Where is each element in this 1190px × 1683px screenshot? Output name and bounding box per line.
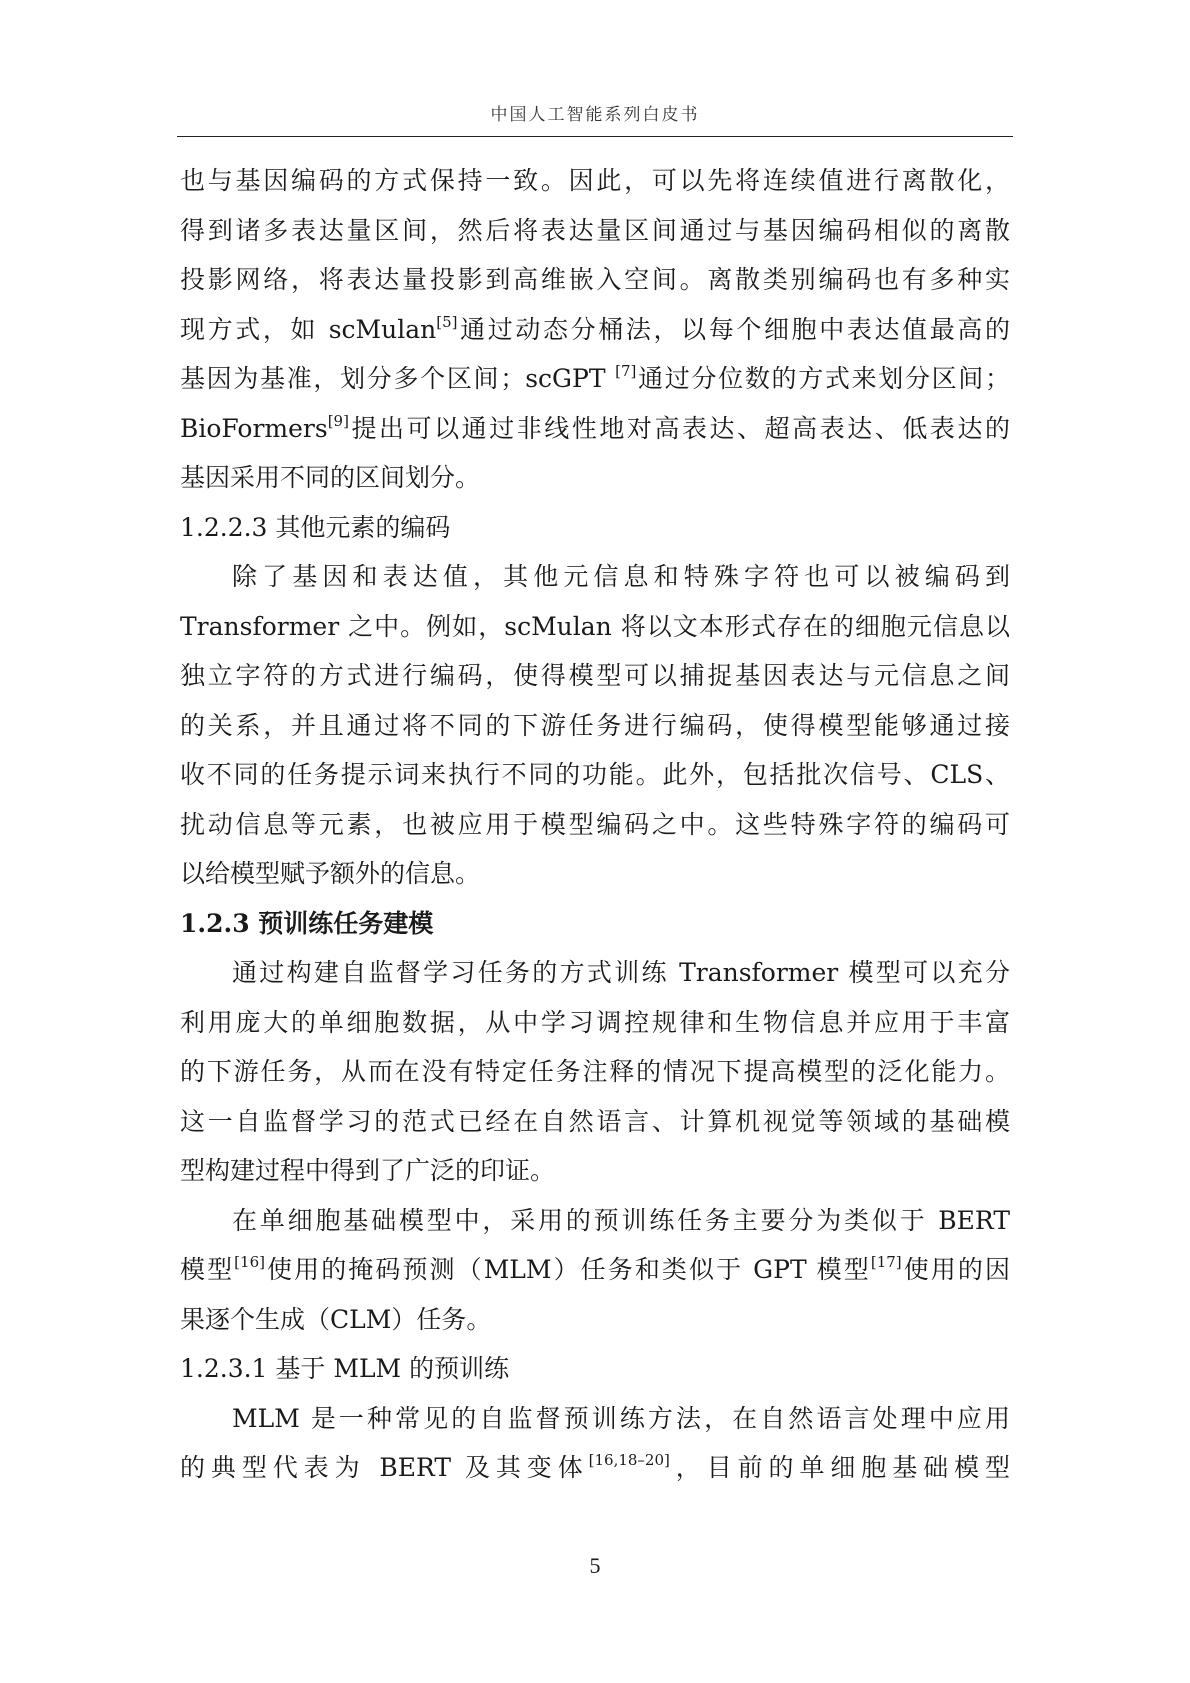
paragraph-line: 的下游任务，从而在没有特定任务注释的情况下提高模型的泛化能力。 [180,1057,1010,1086]
paragraph-line: 基因采用不同的区间划分。 [180,463,481,492]
paragraph-line: 也与基因编码的方式保持一致。因此，可以先将连续值进行离散化， [180,166,1010,195]
citation-ref: [17] [870,1253,902,1271]
text-run: 通过分位数的方式来划分区间； [636,364,1010,393]
text-run: 模型 [180,1255,235,1284]
section-heading-1-2-2-3: 1.2.2.3 其他元素的编码 [180,512,451,542]
paragraph-line: 得到诸多表达量区间，然后将表达量区间通过与基因编码相似的离散 [180,215,1010,245]
citation-ref: [16] [234,1253,265,1271]
text-run: 通过动态分桶法，以每个细胞中表达值最高的 [457,314,1010,344]
paragraph-line: 型构建过程中得到了广泛的印证。 [180,1156,556,1185]
paragraph-line: 收不同的任务提示词来执行不同的功能。此外，包括批次信号、CLS、 [180,760,1010,789]
section-heading-1-2-3: 1.2.3 预训练任务建模 [180,908,434,938]
document-body [180,156,1010,1493]
running-header: 中国人工智能系列白皮书 [490,105,700,125]
text-run: 基因为基准，划分多个区间；scGPT [180,364,616,393]
text-run: 提出可以通过非线性地对高表达、超高表达、低表达的 [348,413,1010,443]
paragraph-line [180,354,1010,404]
paragraph-line: 的关系，并且通过将不同的下游任务进行编码，使得模型能够通过接 [180,710,1010,740]
citation-ref: [5] [436,312,458,331]
paragraph-line: 以给模型赋予额外的信息。 [180,859,481,888]
paragraph-line: MLM 是一种常见的自监督预训练方法，在自然语言处理中应用 [232,1403,1010,1433]
paragraph-line [180,305,1010,355]
paragraph-line [180,1443,1010,1493]
paragraph-line: 扰动信息等元素，也被应用于模型编码之中。这些特殊字符的编码可 [180,809,1010,839]
paragraph-line: 在单细胞基础模型中，采用的预训练任务主要分为类似于 BERT [232,1205,1010,1235]
paragraph-line [180,1245,1010,1295]
text-run: ，目前的单细胞基础模型 [669,1453,1010,1482]
paragraph-line: 果逐个生成（CLM）任务。 [180,1304,492,1334]
citation-ref: [9] [327,411,349,430]
header-divider [177,136,1013,137]
citation-ref: [16,18–20] [588,1451,670,1469]
text-run: 使用的因 [901,1255,1010,1284]
section-heading-1-2-3-1: 1.2.3.1 基于 MLM 的预训练 [180,1354,510,1383]
page-number: 5 [589,1553,601,1578]
paragraph-line: 利用庞大的单细胞数据，从中学习调控规律和生物信息并应用于丰富 [180,1007,1010,1037]
text-run: 的典型代表为 BERT 及其变体 [180,1453,589,1482]
paragraph-line: 独立字符的方式进行编码，使得模型可以捕捉基因表达与元信息之间 [180,661,1010,690]
text-run: 现方式，如 scMulan [180,314,437,344]
citation-ref: [7] [615,362,637,380]
paragraph-line: 投影网络，将表达量投影到高维嵌入空间。离散类别编码也有多种实 [180,265,1010,294]
paragraph-line: 这一自监督学习的范式已经在自然语言、计算机视觉等领域的基础模 [180,1106,1010,1136]
text-run: 使用的掩码预测（MLM）任务和类似于 GPT 模型 [264,1255,871,1284]
paragraph-line: 通过构建自监督学习任务的方式训练 Transformer 模型可以充分 [232,958,1010,987]
paragraph-line [180,404,1010,454]
text-run: BioFormers [180,413,328,443]
paragraph-line: 除了基因和表达值，其他元信息和特殊字符也可以被编码到 [232,562,1010,591]
paragraph-line: Transformer 之中。例如，scMulan 将以文本形式存在的细胞元信息以 [180,611,1010,641]
